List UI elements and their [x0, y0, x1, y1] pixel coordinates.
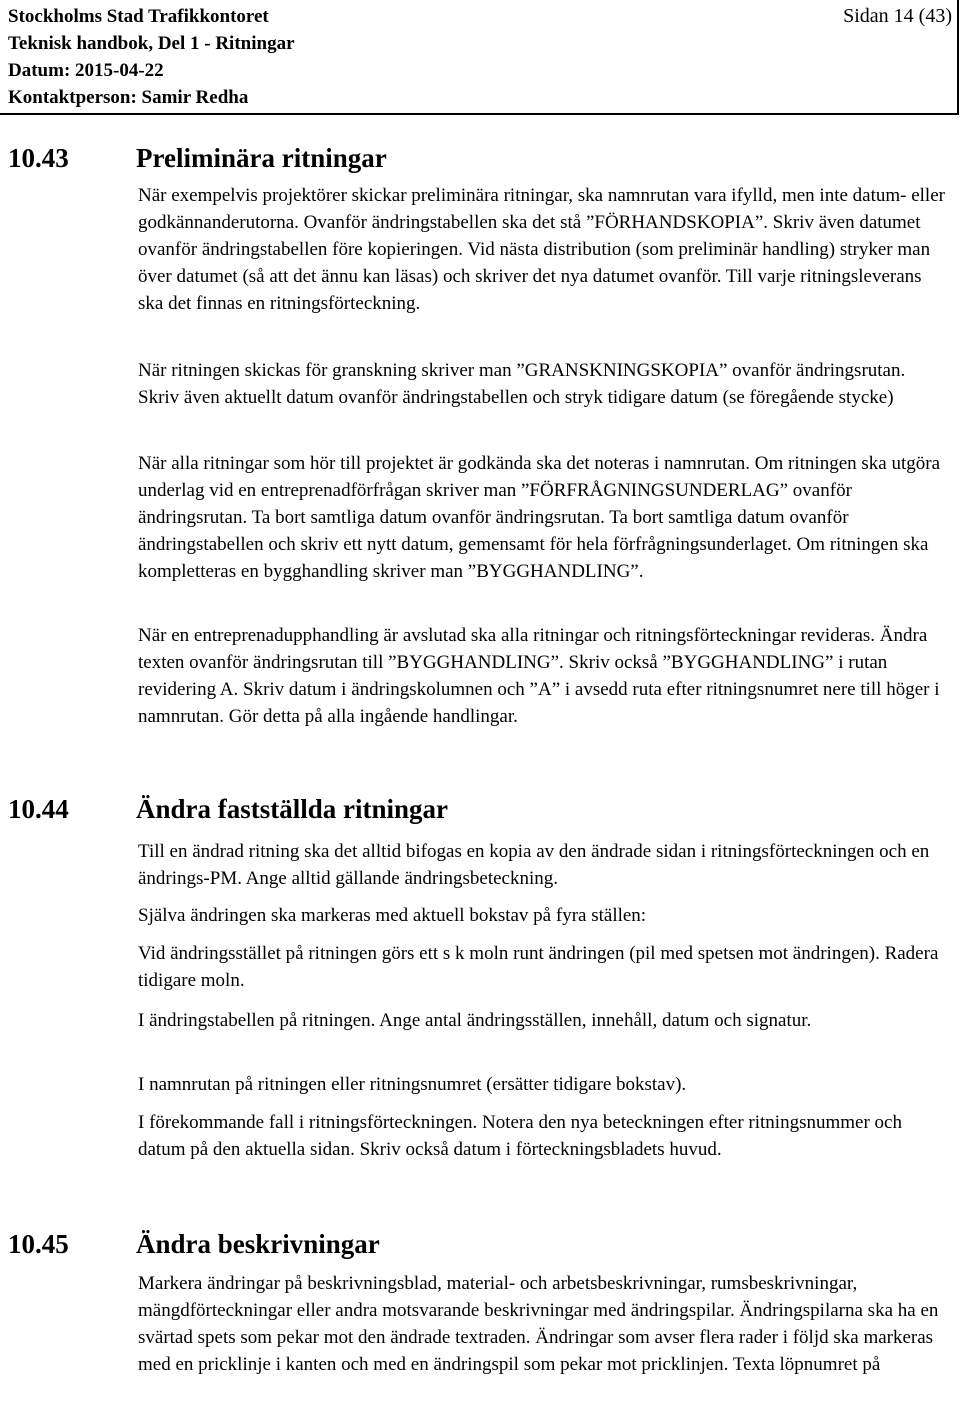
paragraph	[138, 357, 950, 411]
paragraph-text: Markera ändringar på beskrivningsblad, material- och arbetsbeskrivningar, rumsbeskrivningar, mängdförteckningar eller andra motsvarande beskrivningar med ändringspilar. Ändringspilarna ska ha en svärtad spets som pekar mot den ändrade textraden. Ändringar som avser flera rader i följd ska markeras med en pricklinje i kanten och med en ändringspil som pekar mot pricklinjen. Texta löpnumret på	[138, 1273, 939, 1375]
section-title: Preliminära ritningar	[136, 143, 387, 173]
page-number: Sidan 14 (43)	[843, 5, 952, 27]
paragraph	[138, 182, 950, 317]
header-contact: Kontaktperson: Samir Redha	[8, 87, 249, 108]
paragraph-text: Vid ändringsstället på ritningen görs ett s k moln runt ändringen (pil med spetsen mot ändringen). Radera tidigare moln.	[138, 943, 939, 991]
paragraph-text: När ritningen skickas för granskning skriver man ”GRANSKNINGSKOPIA” ovanför ändringsrutan. Skriv även aktuellt datum ovanför ändringstabellen och stryk tidigare datum (se föregående stycke)	[138, 360, 906, 408]
paragraph-text: När alla ritningar som hör till projektet är godkända ska det noteras i namnrutan. Om ritningen ska utgöra underlag vid en entreprenadförfrågan skriver man ”FÖRFRÅGNINGSUNDERLAG” ovanför ändringsrutan. Ta bort samtliga datum ovanför ändringsrutan. Ta bort samtliga datum ovanför ändringstabellen och skriv ett nytt datum, gemensamt för hela förfrågningsunderlaget. Om ritningen ska kompletteras en bygghandling skriver man ”BYGGHANDLING”.	[138, 453, 940, 582]
paragraph-text: I förekommande fall i ritningsförteckningen. Notera den nya beteckningen efter ritningsnummer och datum på den aktuella sidan. Skriv också datum i förteckningsbladets huvud.	[138, 1112, 902, 1160]
section-number: 10.45	[8, 1229, 69, 1259]
header-divider	[0, 113, 958, 115]
paragraph	[138, 1109, 950, 1163]
paragraph-text: När exempelvis projektörer skickar preliminära ritningar, ska namnrutan vara ifylld, men inte datum- eller godkännanderutorna. Ovanför ändringstabellen ska det stå ”FÖRHANDSKOPIA”. Skriv även datumet ovanför ändringstabellen före kopieringen. Vid nästa distribution (som preliminär handling) stryker man över datumet (så att det ännu kan läsas) och skriver det nya datumet ovanför. Till varje ritningsleverans ska det finnas en ritningsförteckning.	[138, 185, 945, 314]
section-heading-10-43	[8, 142, 387, 174]
paragraph	[138, 838, 950, 892]
paragraph-text: I ändringstabellen på ritningen. Ange antal ändringsställen, innehåll, datum och signatur.	[138, 1010, 812, 1031]
header-handbook: Teknisk handbok, Del 1 - Ritningar	[8, 33, 295, 54]
page-header	[8, 3, 958, 115]
paragraph-text: Till en ändrad ritning ska det alltid bifogas en kopia av den ändrade sidan i ritningsförteckningen och en ändrings-PM. Ange alltid gällande ändringsbeteckning.	[138, 841, 930, 889]
paragraph	[138, 1071, 950, 1098]
paragraph	[138, 902, 950, 929]
paragraph	[138, 1270, 950, 1378]
header-org: Stockholms Stad Trafikkontoret	[8, 6, 269, 27]
paragraph-text: Själva ändringen ska markeras med aktuell bokstav på fyra ställen:	[138, 905, 647, 926]
section-number: 10.44	[8, 794, 69, 824]
section-title: Ändra fastställda ritningar	[136, 794, 449, 824]
section-heading-10-45	[8, 1228, 380, 1260]
paragraph-text: I namnrutan på ritningen eller ritningsnumret (ersätter tidigare bokstav).	[138, 1074, 687, 1095]
paragraph	[138, 450, 950, 585]
section-number: 10.43	[8, 143, 69, 173]
section-title: Ändra beskrivningar	[136, 1229, 380, 1259]
paragraph	[138, 1007, 950, 1034]
section-heading-10-44	[8, 793, 448, 825]
paragraph	[138, 940, 950, 994]
header-right-border	[957, 0, 959, 115]
paragraph	[138, 622, 950, 730]
paragraph-text: När en entreprenadupphandling är avslutad ska alla ritningar och ritningsförteckningar revideras. Ändra texten ovanför ändringsrutan till ”BYGGHANDLING”. Skriv också ”BYGGHANDLING” i rutan revidering A. Skriv datum i ändringskolumnen och ”A” i avsedd ruta efter ritningsnumret nere till höger i namnrutan. Gör detta på alla ingående handlingar.	[138, 625, 940, 727]
header-date: Datum: 2015-04-22	[8, 60, 164, 81]
